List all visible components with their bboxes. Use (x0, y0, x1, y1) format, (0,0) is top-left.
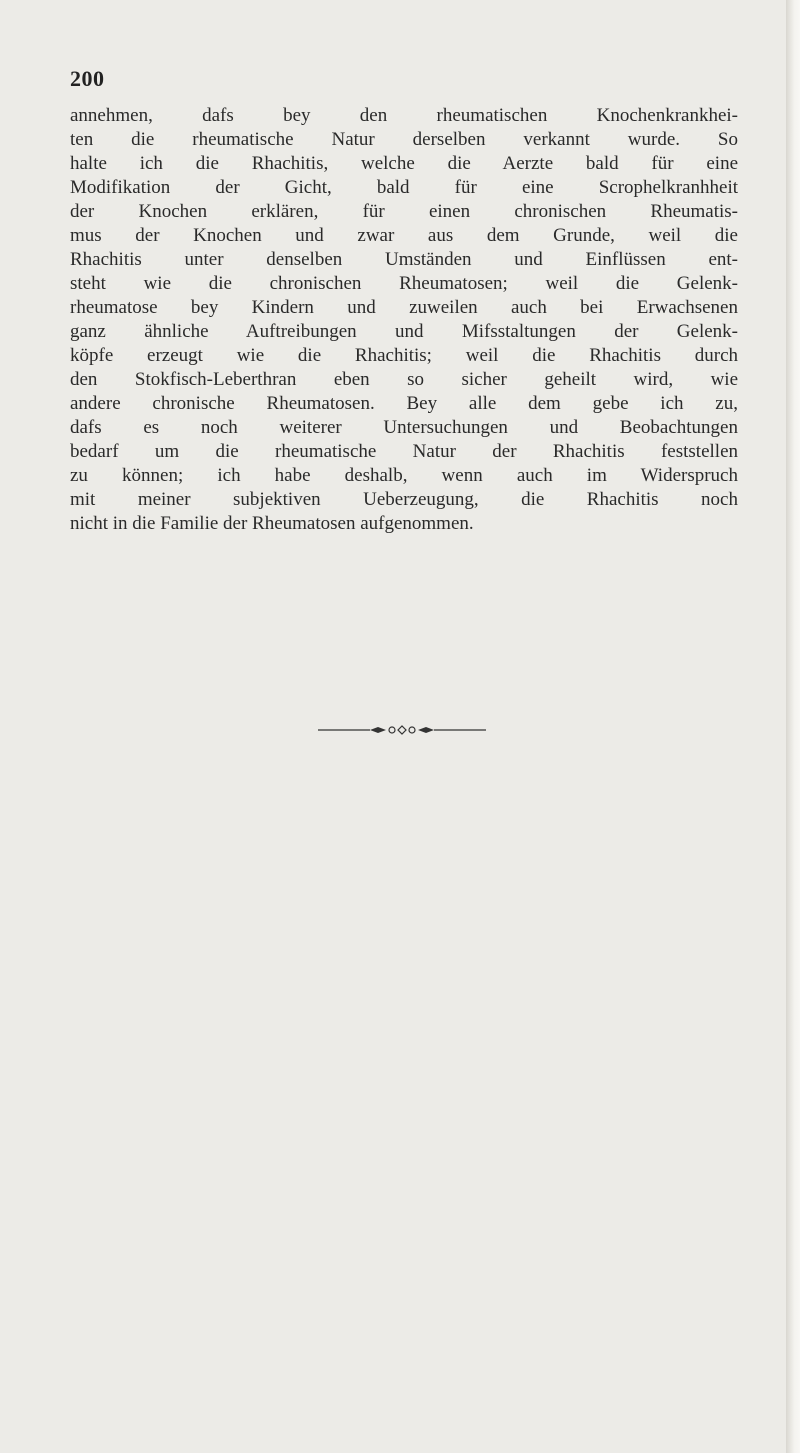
text-line: bedarf um die rheumatische Natur der Rhachitis feststellen (70, 441, 738, 462)
text-line: dafs es noch weiterer Untersuchungen und Beobachtungen (70, 417, 738, 438)
text-line: annehmen, dafs bey den rheumatischen Knochenkrankhei- (70, 105, 738, 126)
page-number: 200 (70, 66, 105, 91)
text-line: rheumatose bey Kindern und zuweilen auch bei Erwachsenen (70, 297, 738, 318)
section-end-ornament-icon (318, 725, 486, 735)
text-line: mus der Knochen und zwar aus dem Grunde, weil die (70, 225, 738, 246)
page-edge (786, 0, 800, 1453)
text-line: mit meiner subjektiven Ueberzeugung, die Rhachitis noch (70, 489, 738, 510)
text-line: zu können; ich habe deshalb, wenn auch im Widerspruch (70, 465, 738, 486)
text-line: nicht in die Familie der Rheumatosen aufgenommen. (70, 513, 474, 534)
text-line: köpfe erzeugt wie die Rhachitis; weil die Rhachitis durch (70, 345, 738, 366)
text-line: halte ich die Rhachitis, welche die Aerzte bald für eine (70, 153, 738, 174)
text-line: ten die rheumatische Natur derselben verkannt wurde. So (70, 129, 738, 150)
body-paragraph (70, 104, 738, 536)
text-line: der Knochen erklären, für einen chronischen Rheumatis- (70, 201, 738, 222)
text-line: andere chronische Rheumatosen. Bey alle dem gebe ich zu, (70, 393, 738, 414)
text-line: steht wie die chronischen Rheumatosen; weil die Gelenk- (70, 273, 738, 294)
text-line: ganz ähnliche Auftreibungen und Mifsstaltungen der Gelenk- (70, 321, 738, 342)
text-line: Rhachitis unter denselben Umständen und Einflüssen ent- (70, 249, 738, 270)
text-line: Modifikation der Gicht, bald für eine Scrophelkranhheit (70, 177, 738, 198)
text-line: den Stokfisch-Leberthran eben so sicher geheilt wird, wie (70, 369, 738, 390)
